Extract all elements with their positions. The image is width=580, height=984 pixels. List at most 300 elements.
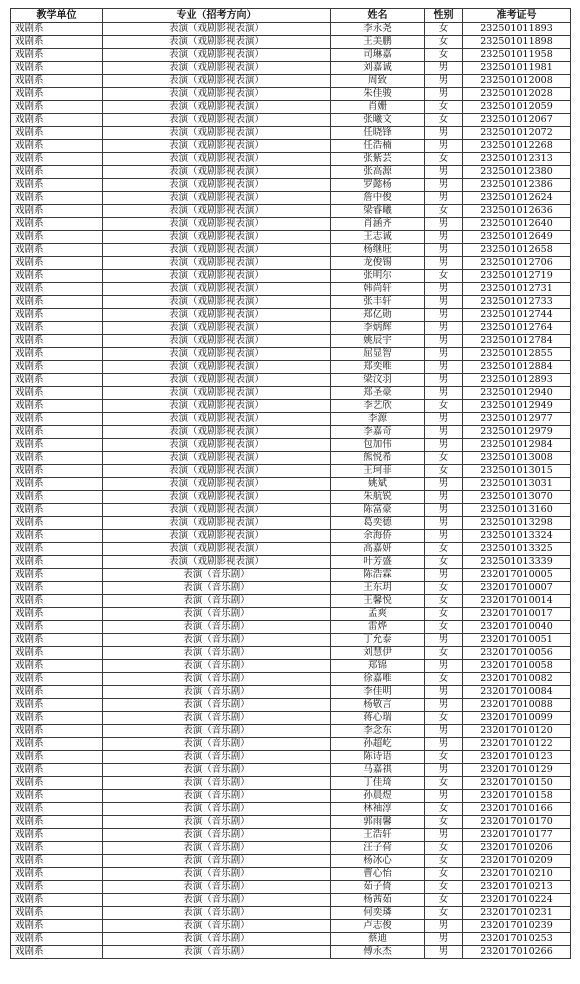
cell-major: 表演（音乐剧） xyxy=(103,894,331,907)
cell-unit: 戏剧系 xyxy=(11,166,103,179)
cell-gender: 女 xyxy=(425,894,463,907)
cell-exam-number: 232501013325 xyxy=(463,543,571,556)
cell-gender: 女 xyxy=(425,400,463,413)
table-row xyxy=(11,764,571,777)
cell-name: 茹子倚 xyxy=(331,881,425,894)
cell-name: 刘嘉诚 xyxy=(331,62,425,75)
cell-gender: 男 xyxy=(425,933,463,946)
cell-gender: 男 xyxy=(425,517,463,530)
cell-name: 肖姗 xyxy=(331,101,425,114)
cell-unit: 戏剧系 xyxy=(11,153,103,166)
cell-unit: 戏剧系 xyxy=(11,179,103,192)
cell-exam-number: 232501012744 xyxy=(463,309,571,322)
cell-unit: 戏剧系 xyxy=(11,855,103,868)
cell-major: 表演（戏剧影视表演） xyxy=(103,283,331,296)
cell-name: 杨茜茹 xyxy=(331,894,425,907)
cell-major: 表演（音乐剧） xyxy=(103,751,331,764)
cell-name: 张紫芸 xyxy=(331,153,425,166)
cell-gender: 男 xyxy=(425,738,463,751)
cell-major: 表演（戏剧影视表演） xyxy=(103,218,331,231)
cell-exam-number: 232501012380 xyxy=(463,166,571,179)
cell-name: 丁佳琦 xyxy=(331,777,425,790)
cell-unit: 戏剧系 xyxy=(11,504,103,517)
table-row xyxy=(11,582,571,595)
cell-exam-number: 232501012764 xyxy=(463,322,571,335)
cell-unit: 戏剧系 xyxy=(11,205,103,218)
cell-gender: 男 xyxy=(425,478,463,491)
cell-name: 曹心怡 xyxy=(331,868,425,881)
cell-exam-number: 232501012386 xyxy=(463,179,571,192)
cell-gender: 女 xyxy=(425,673,463,686)
cell-major: 表演（戏剧影视表演） xyxy=(103,75,331,88)
cell-gender: 女 xyxy=(425,465,463,478)
cell-major: 表演（音乐剧） xyxy=(103,712,331,725)
cell-unit: 戏剧系 xyxy=(11,218,103,231)
cell-exam-number: 232501012636 xyxy=(463,205,571,218)
cell-name: 姚辰宇 xyxy=(331,335,425,348)
cell-major: 表演（戏剧影视表演） xyxy=(103,23,331,36)
cell-unit: 戏剧系 xyxy=(11,738,103,751)
cell-name: 李永尧 xyxy=(331,23,425,36)
cell-name: 熊悦希 xyxy=(331,452,425,465)
cell-exam-number: 232017010058 xyxy=(463,660,571,673)
cell-exam-number: 232501012719 xyxy=(463,270,571,283)
cell-unit: 戏剧系 xyxy=(11,517,103,530)
cell-major: 表演（音乐剧） xyxy=(103,920,331,933)
cell-major: 表演（戏剧影视表演） xyxy=(103,127,331,140)
cell-exam-number: 232501011898 xyxy=(463,36,571,49)
cell-exam-number: 232017010253 xyxy=(463,933,571,946)
cell-unit: 戏剧系 xyxy=(11,543,103,556)
table-row xyxy=(11,894,571,907)
cell-exam-number: 232017010122 xyxy=(463,738,571,751)
cell-name: 王浩轩 xyxy=(331,829,425,842)
table-row xyxy=(11,49,571,62)
cell-major: 表演（戏剧影视表演） xyxy=(103,361,331,374)
cell-major: 表演（戏剧影视表演） xyxy=(103,192,331,205)
cell-gender: 男 xyxy=(425,946,463,959)
cell-name: 马嘉祺 xyxy=(331,764,425,777)
cell-name: 张明尔 xyxy=(331,270,425,283)
cell-unit: 戏剧系 xyxy=(11,647,103,660)
cell-major: 表演（戏剧影视表演） xyxy=(103,49,331,62)
table-row xyxy=(11,608,571,621)
cell-major: 表演（音乐剧） xyxy=(103,621,331,634)
cell-major: 表演（戏剧影视表演） xyxy=(103,439,331,452)
cell-unit: 戏剧系 xyxy=(11,686,103,699)
cell-name: 陈浩霖 xyxy=(331,569,425,582)
cell-unit: 戏剧系 xyxy=(11,894,103,907)
cell-exam-number: 232017010231 xyxy=(463,907,571,920)
cell-major: 表演（音乐剧） xyxy=(103,790,331,803)
cell-unit: 戏剧系 xyxy=(11,335,103,348)
cell-name: 王东玥 xyxy=(331,582,425,595)
table-row xyxy=(11,751,571,764)
cell-exam-number: 232017010007 xyxy=(463,582,571,595)
table-row xyxy=(11,621,571,634)
cell-gender: 男 xyxy=(425,231,463,244)
cell-major: 表演（戏剧影视表演） xyxy=(103,166,331,179)
cell-name: 郭雨馨 xyxy=(331,816,425,829)
cell-unit: 戏剧系 xyxy=(11,309,103,322)
cell-major: 表演（音乐剧） xyxy=(103,582,331,595)
cell-name: 高嘉妍 xyxy=(331,543,425,556)
table-row xyxy=(11,296,571,309)
table-row xyxy=(11,647,571,660)
cell-gender: 男 xyxy=(425,361,463,374)
table-row xyxy=(11,127,571,140)
cell-gender: 男 xyxy=(425,764,463,777)
cell-name: 梁汶羽 xyxy=(331,374,425,387)
cell-exam-number: 232501012979 xyxy=(463,426,571,439)
cell-gender: 男 xyxy=(425,322,463,335)
cell-major: 表演（音乐剧） xyxy=(103,777,331,790)
cell-major: 表演（戏剧影视表演） xyxy=(103,426,331,439)
cell-name: 杨继旺 xyxy=(331,244,425,257)
table-row xyxy=(11,426,571,439)
cell-unit: 戏剧系 xyxy=(11,816,103,829)
cell-major: 表演（戏剧影视表演） xyxy=(103,62,331,75)
cell-exam-number: 232501012731 xyxy=(463,283,571,296)
cell-exam-number: 232501013160 xyxy=(463,504,571,517)
table-row xyxy=(11,101,571,114)
table-row xyxy=(11,62,571,75)
cell-unit: 戏剧系 xyxy=(11,283,103,296)
cell-exam-number: 232017010084 xyxy=(463,686,571,699)
cell-major: 表演（音乐剧） xyxy=(103,738,331,751)
table-row xyxy=(11,634,571,647)
cell-unit: 戏剧系 xyxy=(11,361,103,374)
table-row xyxy=(11,270,571,283)
cell-exam-number: 232501012658 xyxy=(463,244,571,257)
cell-major: 表演（戏剧影视表演） xyxy=(103,88,331,101)
table-row xyxy=(11,88,571,101)
cell-name: 余海侨 xyxy=(331,530,425,543)
cell-exam-number: 232501012072 xyxy=(463,127,571,140)
cell-unit: 戏剧系 xyxy=(11,114,103,127)
table-row xyxy=(11,478,571,491)
cell-unit: 戏剧系 xyxy=(11,803,103,816)
table-row xyxy=(11,309,571,322)
cell-major: 表演（戏剧影视表演） xyxy=(103,504,331,517)
cell-gender: 男 xyxy=(425,88,463,101)
cell-unit: 戏剧系 xyxy=(11,88,103,101)
cell-name: 梁睿曦 xyxy=(331,205,425,218)
table-row xyxy=(11,777,571,790)
table-row xyxy=(11,491,571,504)
table-row xyxy=(11,712,571,725)
table-row xyxy=(11,868,571,881)
cell-name: 朱航锐 xyxy=(331,491,425,504)
cell-name: 杨冰心 xyxy=(331,855,425,868)
cell-unit: 戏剧系 xyxy=(11,764,103,777)
cell-exam-number: 232501012028 xyxy=(463,88,571,101)
cell-name: 葛奕德 xyxy=(331,517,425,530)
cell-major: 表演（音乐剧） xyxy=(103,855,331,868)
cell-gender: 男 xyxy=(425,348,463,361)
cell-major: 表演（音乐剧） xyxy=(103,868,331,881)
cell-exam-number: 232501012268 xyxy=(463,140,571,153)
cell-unit: 戏剧系 xyxy=(11,920,103,933)
cell-unit: 戏剧系 xyxy=(11,452,103,465)
cell-exam-number: 232501012893 xyxy=(463,374,571,387)
cell-exam-number: 232501013339 xyxy=(463,556,571,569)
table-row xyxy=(11,348,571,361)
table-row xyxy=(11,452,571,465)
cell-unit: 戏剧系 xyxy=(11,426,103,439)
cell-unit: 戏剧系 xyxy=(11,23,103,36)
cell-gender: 女 xyxy=(425,907,463,920)
table-row xyxy=(11,75,571,88)
table-row xyxy=(11,465,571,478)
table-row xyxy=(11,803,571,816)
table-row xyxy=(11,725,571,738)
cell-exam-number: 232017010213 xyxy=(463,881,571,894)
cell-gender: 男 xyxy=(425,920,463,933)
cell-gender: 男 xyxy=(425,491,463,504)
cell-unit: 戏剧系 xyxy=(11,699,103,712)
cell-major: 表演（戏剧影视表演） xyxy=(103,387,331,400)
cell-exam-number: 232017010082 xyxy=(463,673,571,686)
table-row xyxy=(11,23,571,36)
cell-unit: 戏剧系 xyxy=(11,296,103,309)
cell-exam-number: 232501012884 xyxy=(463,361,571,374)
cell-gender: 女 xyxy=(425,816,463,829)
cell-exam-number: 232501013008 xyxy=(463,452,571,465)
cell-name: 任浩楠 xyxy=(331,140,425,153)
table-row xyxy=(11,855,571,868)
cell-gender: 男 xyxy=(425,192,463,205)
table-row xyxy=(11,881,571,894)
cell-major: 表演（音乐剧） xyxy=(103,764,331,777)
cell-major: 表演（戏剧影视表演） xyxy=(103,322,331,335)
cell-unit: 戏剧系 xyxy=(11,608,103,621)
cell-gender: 女 xyxy=(425,556,463,569)
cell-name: 卢志俊 xyxy=(331,920,425,933)
table-row xyxy=(11,244,571,257)
cell-exam-number: 232501013324 xyxy=(463,530,571,543)
table-row xyxy=(11,218,571,231)
cell-unit: 戏剧系 xyxy=(11,231,103,244)
cell-major: 表演（音乐剧） xyxy=(103,725,331,738)
cell-exam-number: 232017010040 xyxy=(463,621,571,634)
cell-unit: 戏剧系 xyxy=(11,868,103,881)
table-row xyxy=(11,283,571,296)
cell-gender: 女 xyxy=(425,23,463,36)
cell-name: 李念东 xyxy=(331,725,425,738)
cell-unit: 戏剧系 xyxy=(11,907,103,920)
table-row xyxy=(11,257,571,270)
table-row xyxy=(11,907,571,920)
header-exam-number: 准考证号 xyxy=(463,9,571,23)
cell-gender: 女 xyxy=(425,595,463,608)
cell-name: 李炳辉 xyxy=(331,322,425,335)
cell-name: 蔡迪 xyxy=(331,933,425,946)
cell-unit: 戏剧系 xyxy=(11,270,103,283)
cell-exam-number: 232017010056 xyxy=(463,647,571,660)
cell-exam-number: 232017010224 xyxy=(463,894,571,907)
cell-exam-number: 232501012706 xyxy=(463,257,571,270)
cell-name: 姚斌 xyxy=(331,478,425,491)
cell-gender: 男 xyxy=(425,75,463,88)
cell-name: 司琳嘉 xyxy=(331,49,425,62)
table-row xyxy=(11,439,571,452)
cell-major: 表演（戏剧影视表演） xyxy=(103,556,331,569)
cell-exam-number: 232501012008 xyxy=(463,75,571,88)
cell-major: 表演（戏剧影视表演） xyxy=(103,530,331,543)
cell-gender: 女 xyxy=(425,868,463,881)
cell-unit: 戏剧系 xyxy=(11,75,103,88)
header-name: 姓名 xyxy=(331,9,425,23)
cell-exam-number: 232501012313 xyxy=(463,153,571,166)
table-row xyxy=(11,530,571,543)
candidate-table xyxy=(10,8,571,959)
cell-gender: 女 xyxy=(425,49,463,62)
cell-name: 李嘉奇 xyxy=(331,426,425,439)
cell-major: 表演（音乐剧） xyxy=(103,647,331,660)
cell-name: 雷烨 xyxy=(331,621,425,634)
cell-major: 表演（音乐剧） xyxy=(103,803,331,816)
cell-exam-number: 232017010129 xyxy=(463,764,571,777)
cell-name: 李艺欣 xyxy=(331,400,425,413)
cell-gender: 男 xyxy=(425,374,463,387)
cell-name: 杨敬言 xyxy=(331,699,425,712)
cell-gender: 女 xyxy=(425,777,463,790)
cell-name: 郑锦 xyxy=(331,660,425,673)
table-row xyxy=(11,569,571,582)
cell-gender: 男 xyxy=(425,686,463,699)
table-row xyxy=(11,400,571,413)
cell-major: 表演（戏剧影视表演） xyxy=(103,465,331,478)
cell-unit: 戏剧系 xyxy=(11,465,103,478)
cell-major: 表演（戏剧影视表演） xyxy=(103,309,331,322)
table-row xyxy=(11,842,571,855)
cell-gender: 男 xyxy=(425,309,463,322)
cell-gender: 男 xyxy=(425,218,463,231)
cell-major: 表演（戏剧影视表演） xyxy=(103,101,331,114)
cell-name: 王珂菲 xyxy=(331,465,425,478)
table-body xyxy=(11,23,571,959)
table-row xyxy=(11,413,571,426)
cell-major: 表演（戏剧影视表演） xyxy=(103,348,331,361)
table-row xyxy=(11,816,571,829)
cell-major: 表演（音乐剧） xyxy=(103,946,331,959)
cell-exam-number: 232501012624 xyxy=(463,192,571,205)
cell-exam-number: 232501012640 xyxy=(463,218,571,231)
cell-name: 韩尚轩 xyxy=(331,283,425,296)
cell-exam-number: 232017010014 xyxy=(463,595,571,608)
cell-unit: 戏剧系 xyxy=(11,673,103,686)
table-row xyxy=(11,829,571,842)
cell-exam-number: 232501013070 xyxy=(463,491,571,504)
cell-exam-number: 232501013298 xyxy=(463,517,571,530)
cell-exam-number: 232501012733 xyxy=(463,296,571,309)
cell-gender: 男 xyxy=(425,387,463,400)
cell-unit: 戏剧系 xyxy=(11,374,103,387)
cell-major: 表演（音乐剧） xyxy=(103,673,331,686)
cell-gender: 男 xyxy=(425,504,463,517)
cell-exam-number: 232501011981 xyxy=(463,62,571,75)
cell-unit: 戏剧系 xyxy=(11,478,103,491)
table-row xyxy=(11,660,571,673)
cell-unit: 戏剧系 xyxy=(11,582,103,595)
cell-unit: 戏剧系 xyxy=(11,400,103,413)
cell-major: 表演（戏剧影视表演） xyxy=(103,491,331,504)
cell-unit: 戏剧系 xyxy=(11,244,103,257)
cell-exam-number: 232501013031 xyxy=(463,478,571,491)
cell-gender: 男 xyxy=(425,140,463,153)
cell-exam-number: 232017010051 xyxy=(463,634,571,647)
cell-gender: 男 xyxy=(425,660,463,673)
cell-exam-number: 232501012984 xyxy=(463,439,571,452)
cell-name: 陈诗语 xyxy=(331,751,425,764)
table-row xyxy=(11,179,571,192)
cell-major: 表演（戏剧影视表演） xyxy=(103,270,331,283)
cell-gender: 男 xyxy=(425,62,463,75)
cell-major: 表演（音乐剧） xyxy=(103,829,331,842)
cell-exam-number: 232501012784 xyxy=(463,335,571,348)
cell-unit: 戏剧系 xyxy=(11,933,103,946)
cell-name: 傅永杰 xyxy=(331,946,425,959)
cell-gender: 女 xyxy=(425,855,463,868)
cell-unit: 戏剧系 xyxy=(11,790,103,803)
cell-gender: 男 xyxy=(425,699,463,712)
table-row xyxy=(11,166,571,179)
cell-name: 张高源 xyxy=(331,166,425,179)
cell-exam-number: 232501012067 xyxy=(463,114,571,127)
cell-exam-number: 232017010170 xyxy=(463,816,571,829)
cell-exam-number: 232017010210 xyxy=(463,868,571,881)
cell-unit: 戏剧系 xyxy=(11,634,103,647)
cell-name: 孟爽 xyxy=(331,608,425,621)
cell-exam-number: 232017010017 xyxy=(463,608,571,621)
cell-unit: 戏剧系 xyxy=(11,777,103,790)
cell-gender: 女 xyxy=(425,712,463,725)
table-row xyxy=(11,140,571,153)
cell-major: 表演（戏剧影视表演） xyxy=(103,400,331,413)
cell-name: 龙俊锡 xyxy=(331,257,425,270)
cell-major: 表演（戏剧影视表演） xyxy=(103,413,331,426)
cell-name: 周致 xyxy=(331,75,425,88)
cell-exam-number: 232017010088 xyxy=(463,699,571,712)
cell-major: 表演（戏剧影视表演） xyxy=(103,153,331,166)
cell-unit: 戏剧系 xyxy=(11,881,103,894)
cell-exam-number: 232501012649 xyxy=(463,231,571,244)
cell-gender: 女 xyxy=(425,205,463,218)
cell-exam-number: 232501013015 xyxy=(463,465,571,478)
cell-gender: 男 xyxy=(425,530,463,543)
cell-gender: 男 xyxy=(425,283,463,296)
cell-name: 林袖淳 xyxy=(331,803,425,816)
cell-major: 表演（戏剧影视表演） xyxy=(103,205,331,218)
cell-unit: 戏剧系 xyxy=(11,140,103,153)
cell-name: 朱佳骏 xyxy=(331,88,425,101)
cell-unit: 戏剧系 xyxy=(11,660,103,673)
cell-unit: 戏剧系 xyxy=(11,387,103,400)
cell-unit: 戏剧系 xyxy=(11,569,103,582)
cell-gender: 女 xyxy=(425,270,463,283)
table-row xyxy=(11,517,571,530)
cell-name: 张丰轩 xyxy=(331,296,425,309)
cell-unit: 戏剧系 xyxy=(11,348,103,361)
cell-gender: 女 xyxy=(425,101,463,114)
table-row xyxy=(11,36,571,49)
cell-major: 表演（音乐剧） xyxy=(103,660,331,673)
cell-gender: 男 xyxy=(425,725,463,738)
cell-gender: 女 xyxy=(425,842,463,855)
cell-unit: 戏剧系 xyxy=(11,530,103,543)
cell-name: 郑亿勋 xyxy=(331,309,425,322)
